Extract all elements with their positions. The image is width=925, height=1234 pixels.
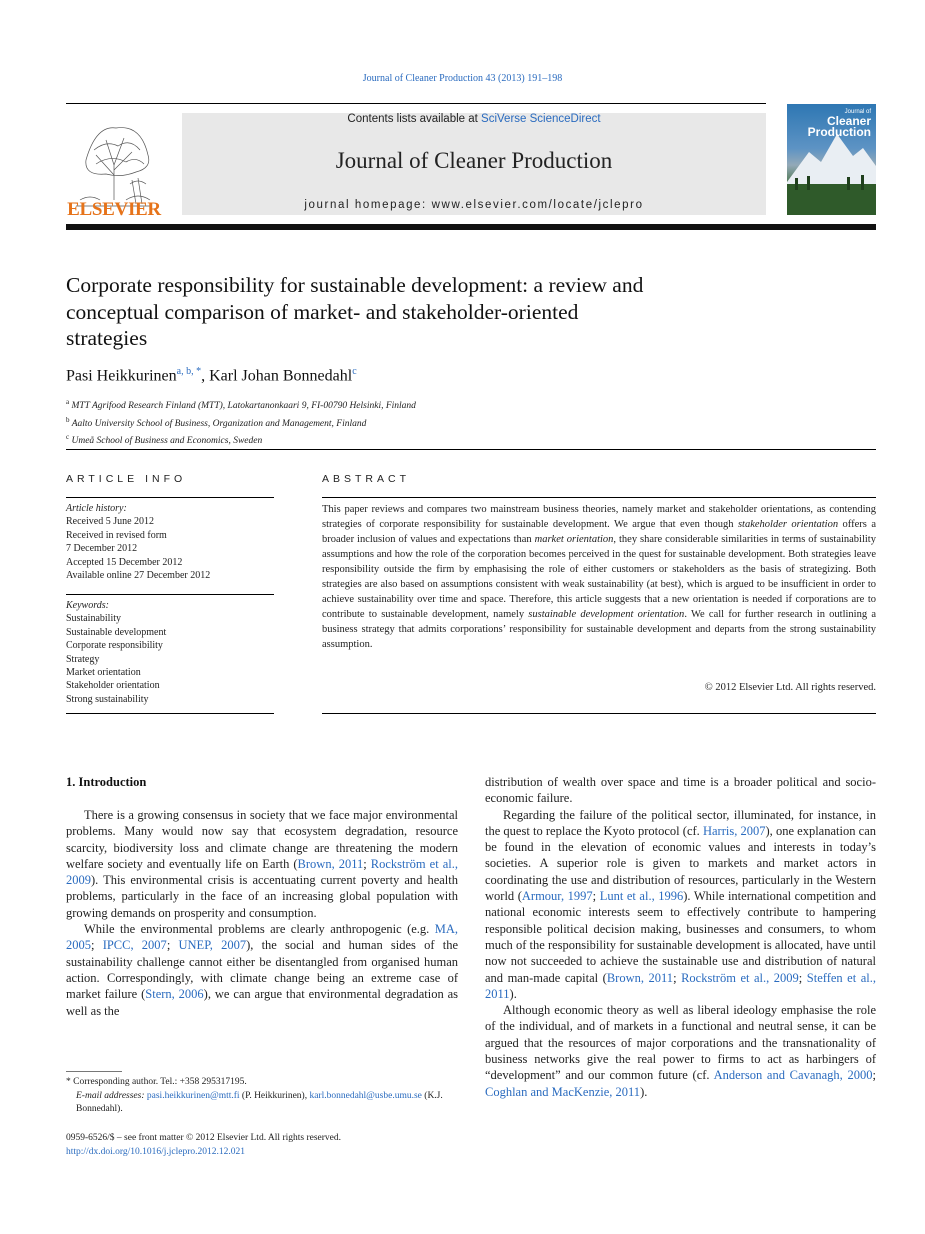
title-line-1: Corporate responsibility for sustainable development: a review and (66, 273, 644, 297)
author-1[interactable]: Pasi Heikkurinen (66, 367, 177, 385)
affiliations (66, 396, 416, 449)
section-heading-introduction: 1. Introduction (66, 775, 147, 789)
body-column-right (485, 774, 876, 1100)
affiliation-a: $^a$ MTT Agrifood Research Finland (MTT), Latokartanonkaari 9, FI-00790 Helsinki, Finland (66, 398, 416, 412)
footnote-rule (66, 1071, 122, 1072)
citation-link[interactable]: Rockström et al., 2009 (681, 970, 799, 985)
abstract-emphasis: sustainable development orientation (528, 609, 685, 620)
author-list (66, 366, 357, 385)
email-link[interactable]: pasi.heikkurinen@mtt.fi (146, 1090, 240, 1101)
author-2[interactable]: , Karl Johan Bonnedahl (201, 367, 353, 385)
front-matter (66, 1132, 486, 1159)
journal-cover-image[interactable] (787, 104, 876, 215)
citation-link[interactable]: Brown, 2011 (606, 970, 674, 985)
cover-line2: Production (807, 125, 871, 139)
affiliation-c: $^c$ Umeå School of Business and Economics, Sweden (66, 433, 263, 447)
keywords (66, 599, 274, 706)
keyword: Strong sustainability (66, 693, 149, 705)
elsevier-wordmark: ELSEVIER (67, 199, 161, 220)
citation-link[interactable]: IPCC, 2007 (102, 938, 167, 953)
article-history (66, 502, 274, 582)
corresponding-author: * Corresponding author. Tel.: +358 295317195. (66, 1077, 247, 1087)
contents-line (182, 113, 766, 125)
article-info-rule (66, 497, 274, 498)
abstract-text: This paper reviews and compares two mainstream business theories, namely market and stakeholder orientations, as contending strategies of corporate responsibility for sustainable development. We argue that even though stakeholder orientation offers a broader inclusion of values and expectations than market orientation, they share considerable similarities in terms of sustainability assumptions and how the role of the corporation becomes perceived in the quest for sustainable development. Both strategies leave responsibility outside the firm by emphasising the role of either customers or stakeholders as the basis of strategizing. Both strategies are also based on assumptions consistent with weak sustainability (at best), which is argued to be insufficient in order to achieve sustainability over time and space. Therefore, this article suggests that a new orientation is needed if corporations are to contribute to sustainable development, namely sustainable development orientation. We call for further research in outlining a business strategy that admits corporations’ responsibility for sustainable development and departs from the strong sustainability assumption. (322, 504, 876, 650)
title-block-rule (66, 449, 876, 450)
paragraph: Regarding the failure of the political sector, illuminated, for instance, in the quest to replace the Kyoto protocol (cf. Harris, 2007), one explanation can be found in the elevation of economic values and interests in today’s societies. A superior role is given to markets and market actors in coordinating the use and distribution of resources, particularly in the Western world (Armour, 1997; Lunt et al., 1996). While international competition and national economic interests seem to effectively contribute to hampering responsible political decision making, businesses and consumers, to whom much of the responsibility for sustainable development is allocated, have until now not succeeded to achieve the sustainable use and distribution of natural and man-made capital (Brown, 2011; Rockström et al., 2009; Steffen et al., 2011). (485, 807, 876, 1001)
citation-link[interactable]: MA, 2005 (66, 922, 458, 953)
body-column-left (66, 807, 458, 1019)
abstract-heading: ABSTRACT (322, 473, 411, 485)
citation-link[interactable]: Stern, 2006 (145, 987, 204, 1002)
citation-link[interactable]: Brown, 2011 (297, 856, 364, 871)
history-item: Accepted 15 December 2012 (66, 556, 183, 568)
journal-homepage[interactable]: journal homepage: www.elsevier.com/locate/jclepro (304, 199, 644, 211)
citation-link[interactable]: Harris, 2007 (702, 823, 766, 838)
keyword: Corporate responsibility (66, 640, 163, 652)
abstract-bottom-rule (322, 713, 876, 714)
article-info-heading: ARTICLE INFO (66, 473, 187, 485)
cover-small-text: Journal of (844, 109, 871, 115)
journal-citation[interactable]: Journal of Cleaner Production 43 (2013) 191–198 (362, 73, 563, 84)
citation-link[interactable]: Coghlan and MacKenzie, 2011 (485, 1084, 641, 1099)
article-title (66, 272, 766, 352)
keywords-rule (66, 594, 274, 595)
abstract-copyright: © 2012 Elsevier Ltd. All rights reserved. (704, 682, 876, 693)
cover-line1: Cleaner (826, 114, 871, 128)
doi-link[interactable]: http://dx.doi.org/10.1016/j.jclepro.2012.12.021 (66, 1146, 245, 1157)
abstract-rule (322, 497, 876, 498)
abstract-emphasis: market orientation (534, 534, 614, 545)
paragraph: There is a growing consensus in society that we face major environmental problems. Many would now say that ecosystem degradation, resource scarcity, biodiversity loss and climate change are threatening the modern welfare society and eventually life on Earth (Brown, 2011; Rockström et al., 2009). This environmental crisis is accentuating current poverty and health problems, particularly in the face of an increasing global population with growing demands on prosperity and consumption. (66, 808, 458, 920)
footnote (66, 1076, 458, 1117)
history-label: Article history: (66, 503, 127, 514)
keyword: Sustainable development (66, 626, 167, 638)
citation-link[interactable]: Lunt et al., 1996 (599, 889, 684, 904)
article-info-bottom-rule (66, 713, 274, 714)
email-link[interactable]: karl.bonnedahl@usbe.umu.se (309, 1090, 422, 1101)
history-item: Available online 27 December 2012 (66, 570, 211, 582)
citation-link[interactable]: Armour, 1997 (521, 889, 593, 904)
history-item: Received in revised form (66, 529, 167, 541)
keyword: Stakeholder orientation (66, 680, 160, 692)
contents-prefix: Contents lists available at (347, 113, 482, 125)
keyword: Sustainability (66, 613, 121, 625)
citation-link[interactable]: Steffen et al., 2011 (485, 970, 876, 1001)
header-rule (66, 103, 766, 104)
affiliation-b: $^b$ Aalto University School of Business, Organization and Management, Finland (66, 415, 367, 429)
paragraph: While the environmental problems are clearly anthropogenic (e.g. MA, 2005; IPCC, 2007; UNEP, 2007), the social and human sides of the sustainability challenge cannot either be disentangled from organised human action. Correspondingly, with climate change being an extreme case of market failure (Stern, 2006), we can argue that environmental degradation as well as the (66, 922, 458, 1018)
author-2-marks[interactable]: c (352, 366, 357, 377)
history-item: Received 5 June 2012 (66, 516, 155, 528)
sciencedirect-link[interactable]: SciVerse ScienceDirect (481, 113, 601, 125)
author-1-marks[interactable]: a, b, * (176, 366, 202, 377)
citation-link[interactable]: UNEP, 2007 (178, 938, 247, 953)
citation-link[interactable]: Rockström et al., 2009 (66, 856, 458, 888)
abstract-emphasis: stakeholder orientation (737, 519, 839, 530)
history-item: 7 December 2012 (66, 543, 138, 555)
keyword: Market orientation (66, 667, 141, 679)
paragraph: Although economic theory as well as liberal ideology emphasise the role of the individual, and of markets in a functional and neutral sense, it can be argued that the resources of major corporations and the transnationality of business networks give the real power to firms to act as harbingers of “development” and our common future (cf. Anderson and Cavanagh, 2000; Coghlan and MacKenzie, 2011). (485, 1003, 876, 1099)
issn-line: 0959-6526/$ – see front matter © 2012 Elsevier Ltd. All rights reserved. (66, 1133, 342, 1143)
cover-title (808, 108, 871, 138)
paragraph: distribution of wealth over space and time is a broader political and socio-economic failure. (485, 775, 876, 806)
email-addresses: E-mail addresses: pasi.heikkurinen@mtt.fi (P. Heikkurinen), karl.bonnedahl@usbe.umu.se (K.J. Bonnedahl). (76, 1090, 443, 1114)
journal-title: Journal of Cleaner Production (335, 148, 613, 173)
citation-link[interactable]: Anderson and Cavanagh, 2000 (713, 1068, 873, 1083)
keyword: Strategy (66, 653, 100, 665)
header-thick-rule (66, 224, 876, 230)
keywords-label: Keywords: (66, 600, 109, 611)
title-line-3: strategies (66, 326, 148, 350)
title-line-2: conceptual comparison of market- and stakeholder-oriented (66, 299, 579, 324)
